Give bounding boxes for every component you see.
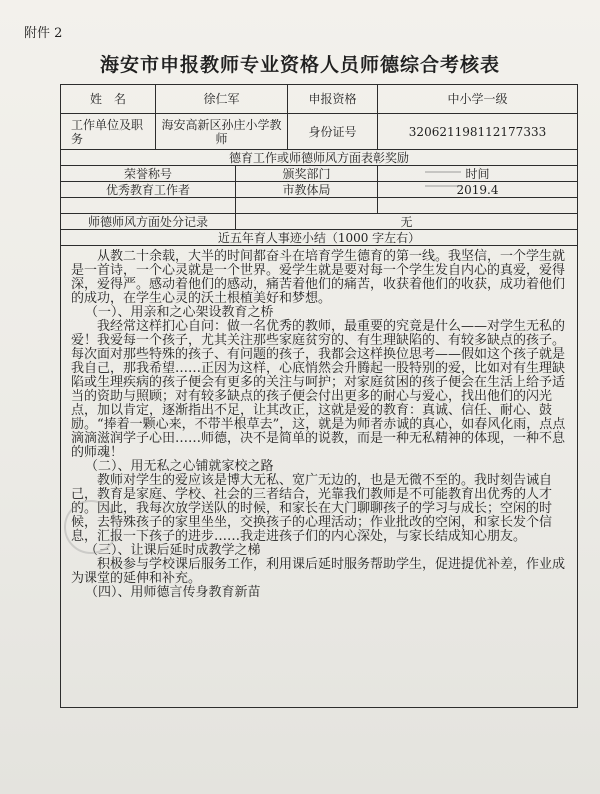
summary-heading: （四）、用师德言传身教育新苗 [85, 585, 261, 600]
workplace-label: 工作单位及职务 [61, 114, 156, 150]
award-empty-cell [378, 198, 578, 214]
penalty-label: 师德师风方面处分记录 [61, 214, 236, 230]
row-penalty [61, 214, 578, 230]
form-title: 海安市申报教师专业资格人员师德综合考核表 [99, 54, 500, 76]
row-summary-title [61, 230, 578, 246]
penalty-value: 无 [236, 214, 578, 230]
row-empty [61, 198, 578, 214]
id-label: 身份证号 [288, 114, 378, 150]
name-value: 徐仁军 [156, 85, 288, 114]
award-department: 市教体局 [236, 182, 378, 198]
workplace-value: 海安高新区孙庄小学教师 [156, 114, 288, 150]
row-awards-header [61, 166, 578, 182]
row-workplace [61, 114, 578, 150]
summary-body [61, 246, 578, 708]
awards-col-department: 颁奖部门 [236, 166, 378, 182]
summary-paragraph: 从教二十余载，大半的时间都奋斗在培育学生德育的第一线。我坚信，一个学生就是一首诗，一个心灵就是一个世界。爱学生就是要对每一个学生发自内心的真爱，爱得深，爱得严。感动着他们的感动，痛苦着他们的痛苦，收获着他们的收获，成功着他们的成功，在学生心灵的沃土根植美好和梦想。 [71, 249, 566, 306]
summary-heading: （一）、用亲和之心架设教育之桥 [85, 305, 274, 320]
summary-heading: （三）、让课后延时成教学之梯 [85, 543, 261, 558]
summary-section-title: 近五年育人事迹小结（1000 字左右） [61, 230, 578, 246]
award-title: 优秀教育工作者 [61, 182, 236, 198]
qualification-label: 申报资格 [288, 85, 378, 114]
award-empty-cell [61, 198, 236, 214]
faint-stamp-mark [64, 500, 118, 554]
faint-ink-mark [425, 171, 461, 187]
award-date: 2019.4 [378, 182, 578, 198]
id-value: 320621198112177333 [378, 114, 578, 150]
row-summary-body [61, 246, 578, 708]
row-awards-title [61, 150, 578, 166]
awards-col-date: 时间 [378, 166, 578, 182]
summary-paragraph: 教师对学生的爱应该是博大无私、宽广无边的，也是无微不至的。我时刻告诫自己，教育是家庭、学校、社会的三者结合，光靠我们教师是不可能教育出优秀的人才的。因此，我每次放学送队的时候，和家长在大门聊聊孩子的学习与成长；空闲的时候，去特殊孩子的家里坐坐，交换孩子的心理活动；作业批改的空闲，和家长发个信息，汇报一下孩子的进步……我走进孩子们的内心深处，与家长结成知心朋友。 [71, 473, 553, 544]
name-label: 姓 名 [61, 85, 156, 114]
summary-paragraph: 我经常这样扪心自问：做一名优秀的教师，最重要的究竟是什么——对学生无私的爱！我爱每一个孩子，尤其关注那些家庭贫穷的、有生理缺陷的、有较多缺点的孩子。每次面对那些特殊的孩子、有问题的孩子，我都会这样换位思考——假如这个孩子就是我自己，那我希望……正因为这样，心底悄然会升腾起一股特别的爱，比如对有生理缺陷或生理疾病的孩子便会有更多的关注与呵护；对家庭贫困的孩子便会在生活上给予适当的资助与照顾；对有较多缺点的孩子便会付出更多的耐心与爱心，找出他们的闪光点，加以肯定，逐渐指出不足，让其改正，这就是爱的教育：真诚、信任、耐心、鼓励。“捧着一颗心来，不带半根草去”，这，就是为师者赤诚的真心，如春风化雨，点点滴滴滋润学子心田……师德，决不是简单的说教，而是一种无私精神的体现，一种不息的师魂！ [71, 319, 566, 460]
awards-section-title: 德育工作或师德师风方面表彰奖励 [61, 150, 578, 166]
award-empty-cell [236, 198, 378, 214]
summary-paragraph: 积极参与学校课后服务工作，利用课后延时服务帮助学生，促进提优补差，作业成为课堂的延伸和补充。 [71, 557, 566, 586]
assessment-table [60, 84, 578, 708]
qualification-value: 中小学一级 [378, 85, 578, 114]
row-name [61, 85, 578, 114]
summary-heading: （二）、用无私之心铺就家校之路 [85, 459, 274, 474]
attachment-label: 附件 2 [24, 26, 63, 41]
awards-col-title: 荣誉称号 [61, 166, 236, 182]
awards-row [61, 182, 578, 198]
